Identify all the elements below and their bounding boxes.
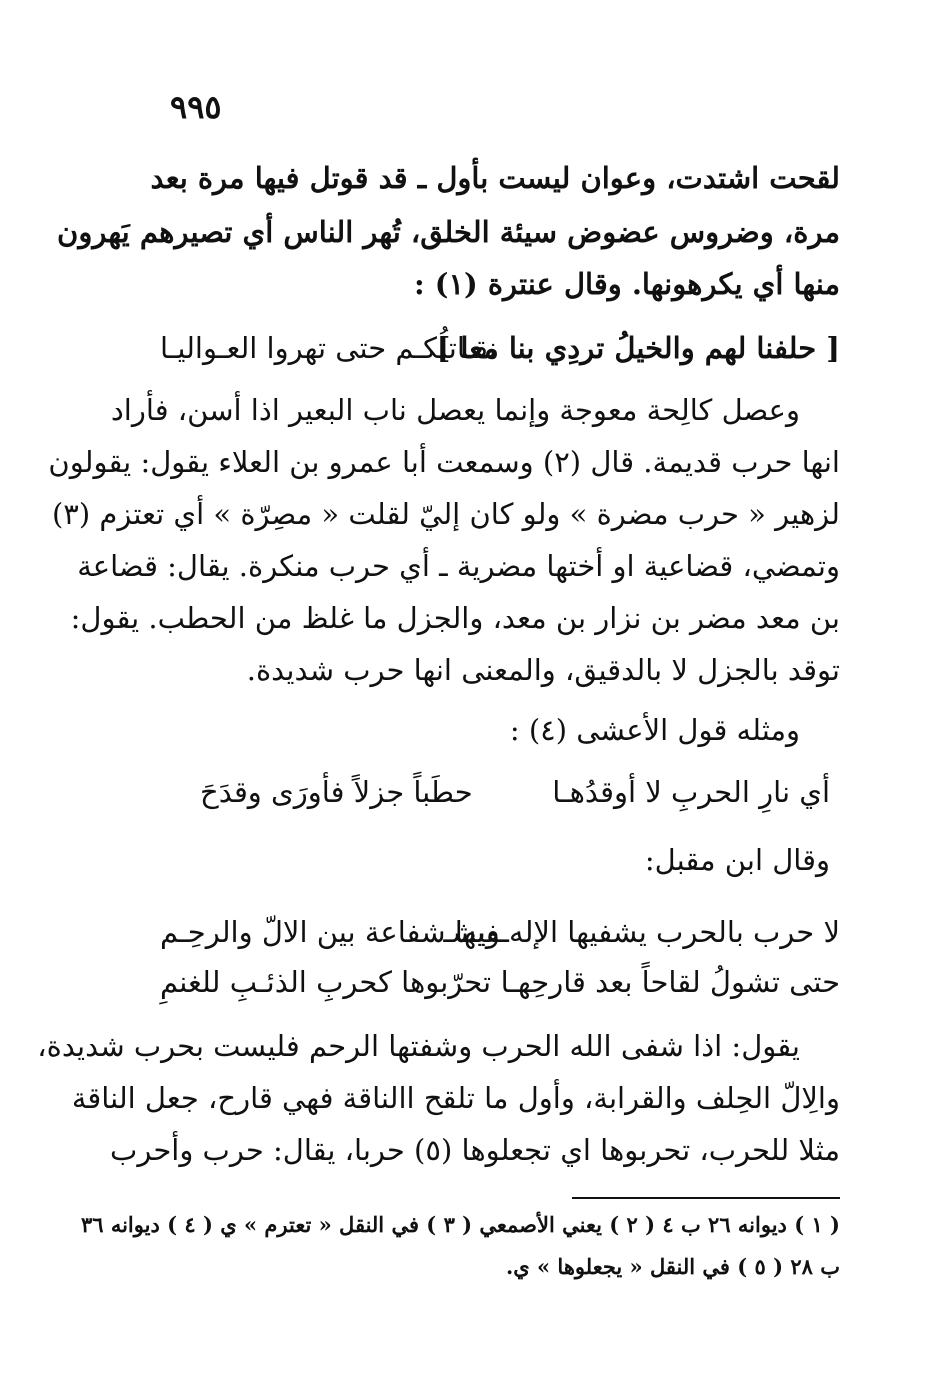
verse-line [0,328,952,368]
verse-intro: وقال ابن مقبل: [644,843,830,877]
text-line: منها أي يكرهونها. وقال عنترة (١) : [413,267,840,301]
footnote-line: ( ١ ) ديوانه ٢٦ ب ٤ ( ٢ ) يعني الأصمعي ( ٣ ) في النقل « تعترم » ي ( ٤ ) ديوانه ٣٦ [80,1212,840,1237]
text-line: انها حرب قديمة. قال (٢) وسمعت أبا عمرو بن العلاء يقول: يقولون [48,445,840,479]
text-line: لقحت اشتدت، وعوان ليست بأول ـ قد قوتل فيها مرة بعد [150,161,840,195]
text-line: والِالّ الحِلف والقرابة، وأول ما تلقح االناقة فهي قارح، جعل الناقة [71,1081,840,1115]
page-number: ٩٩٥ [170,88,222,126]
verse-second-hemistich: نقـاتلُكـم حتى تهروا العـواليـا [160,331,497,365]
verse-second-hemistich: تحرّبوها كحربِ الذئـبِ للغنمِ [160,965,492,999]
verse-second-hemistich: حطَباً جزلاً فأورَى وقدَحَ [200,775,473,809]
verse-line [0,772,952,812]
verse-first-hemistich: أي نارِ الحربِ لا أوقدُهـا [552,775,830,809]
verse-first-hemistich: [ حلفنا لهم والخيلُ تردِي بنا معا ] [436,331,840,365]
verse-line [0,962,952,1002]
text-line: لزهير « حرب مضرة » ولو كان إليّ لقلت « مصِرّة » أي تعتزم (٣) [51,497,840,531]
text-line: وتمضي، قضاعية او أختها مضرية ـ أي حرب منكرة. يقال: قضاعة [77,549,840,583]
verse-first-hemistich: لا حرب بالحرب يشفيها الإله ويشـ [443,915,840,949]
text-line: مثلا للحرب، تحربوها اي تجعلوها (٥) حربا، يقال: حرب وأحرب [110,1133,840,1167]
footnote-divider [572,1197,840,1199]
text-line: يقول: اذا شفى الله الحرب وشفتها الرحم فليست بحرب شديدة، [37,1029,800,1063]
text-line: مرة، وضروس عضوض سيئة الخلق، تُهر الناس أي تصيرهم يَهرون [57,215,840,249]
text-line: بن معد مضر بن نزار بن معد، والجزل ما غلظ من الحطب. يقول: [70,601,840,635]
text-line: وعصل كالِحة معوجة وإنما يعصل ناب البعير اذا أسن، فأراد [110,393,800,427]
verse-intro: ومثله قول الأعشى (٤) : [509,713,800,747]
verse-line [0,912,952,952]
footnote-line: ب ٢٨ ( ٥ ) في النقل « يجعلوها » ي. [505,1254,840,1279]
verse-first-hemistich: حتى تشولُ لقاحاً بعد قارحِهـا [500,965,840,999]
text-line: توقد بالجزل لا بالدقيق، والمعنى انها حرب شديدة. [246,653,840,687]
verse-second-hemistich: ـفيها شفاعة بين الالّ والرحِـم [160,915,509,949]
